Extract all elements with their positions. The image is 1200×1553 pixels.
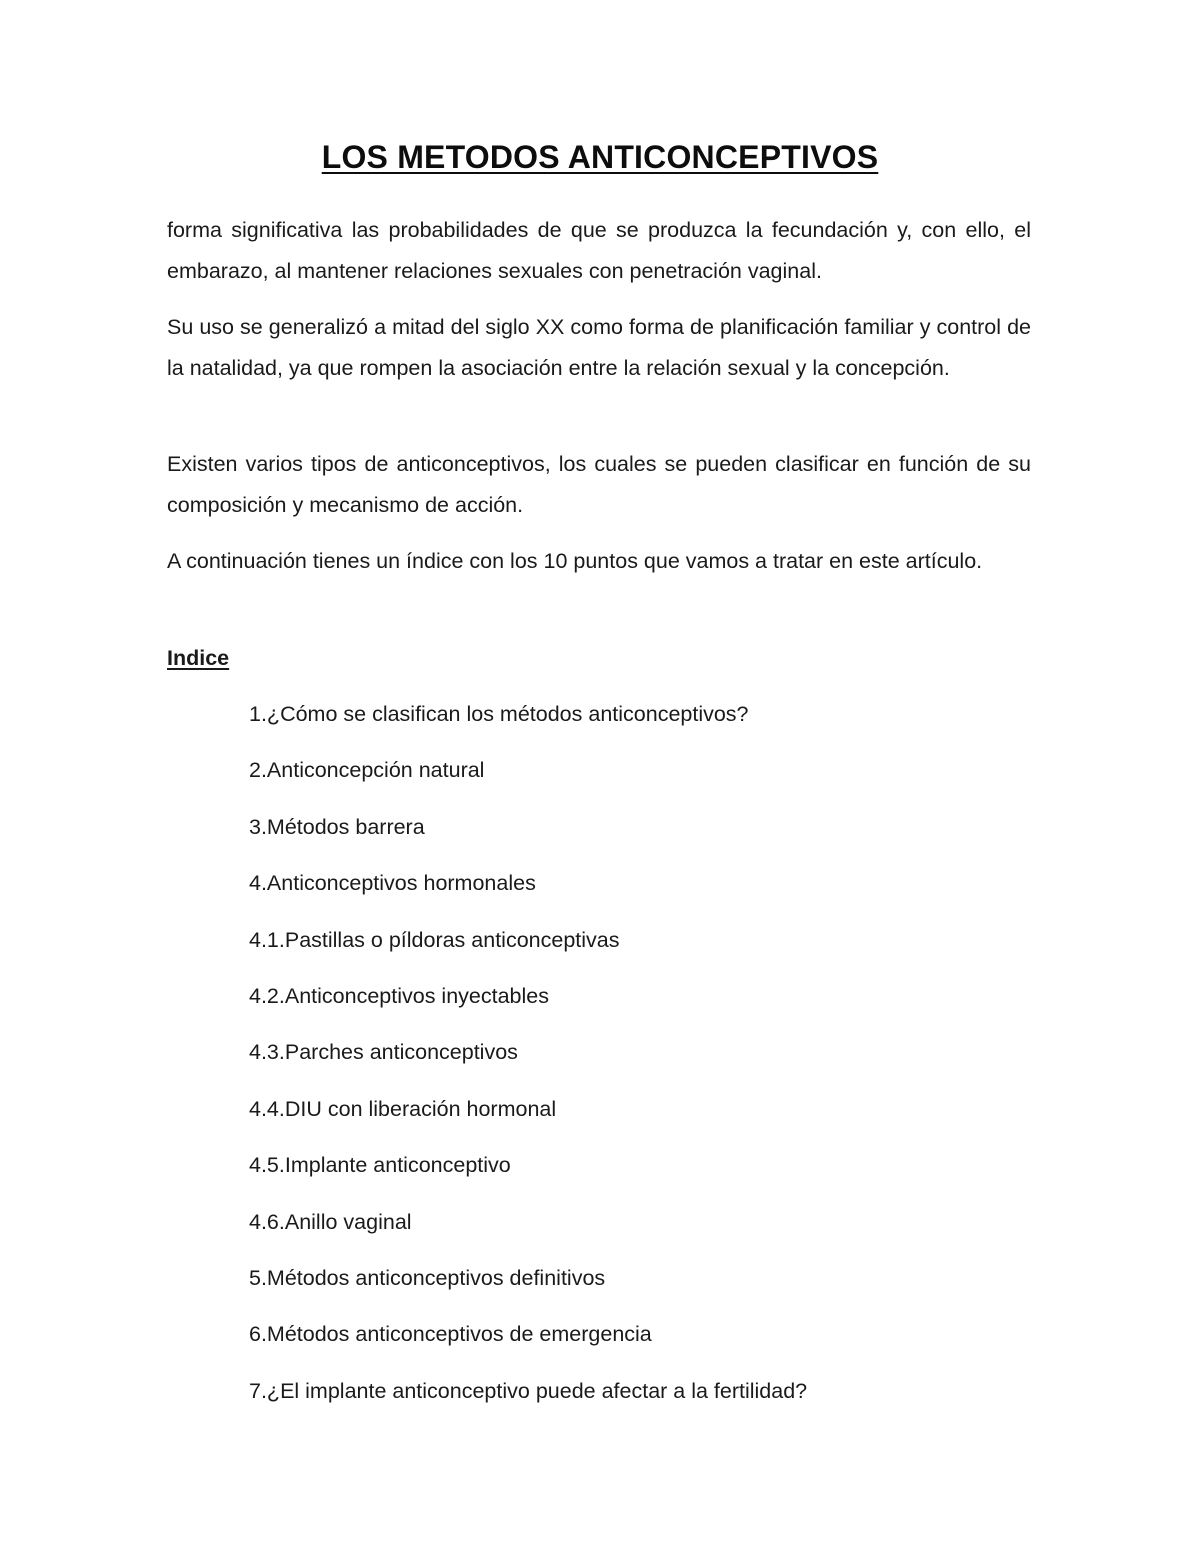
- index-item: 6.Métodos anticonceptivos de emergencia: [249, 1322, 652, 1347]
- paragraph-1: forma significativa las probabilidades de que se produzca la fecundación y, con ello, el embarazo, al mantener relaciones sexuales con penetración vaginal.: [167, 218, 1031, 283]
- index-item: 4.3.Parches anticonceptivos: [249, 1040, 518, 1065]
- index-item: 1.¿Cómo se clasifican los métodos anticonceptivos?: [249, 702, 749, 726]
- index-item: 4.4.DIU con liberación hormonal: [249, 1096, 557, 1121]
- paragraph-4: A continuación tienes un índice con los 10 puntos que vamos a tratar en este artículo.: [167, 549, 983, 573]
- paragraph-2: Su uso se generalizó a mitad del siglo XX como forma de planificación familiar y control de la natalidad, ya que rompen la asociación entre la relación sexual y la concepción.: [167, 315, 1031, 380]
- index-item: 4.5.Implante anticonceptivo: [249, 1153, 511, 1178]
- index-heading: Indice: [167, 646, 230, 670]
- index-item: 3.Métodos barrera: [249, 814, 425, 839]
- index-item: 4.6.Anillo vaginal: [249, 1209, 412, 1234]
- index-item: 4.Anticonceptivos hormonales: [249, 871, 536, 896]
- document-title: LOS METODOS ANTICONCEPTIVOS: [321, 139, 879, 175]
- index-item: 2.Anticoncepción natural: [249, 758, 485, 783]
- index-item: 4.2.Anticonceptivos inyectables: [249, 983, 549, 1008]
- paragraph-3: Existen varios tipos de anticonceptivos, los cuales se pueden clasificar en función de su composición y mecanismo de acción.: [167, 452, 1031, 517]
- index-item: 4.1.Pastillas o píldoras anticonceptivas: [249, 927, 620, 952]
- index-item: 5.Métodos anticonceptivos definitivos: [249, 1265, 606, 1290]
- index-list: [249, 694, 807, 1427]
- index-item: 7.¿El implante anticonceptivo puede afectar a la fertilidad?: [249, 1378, 808, 1403]
